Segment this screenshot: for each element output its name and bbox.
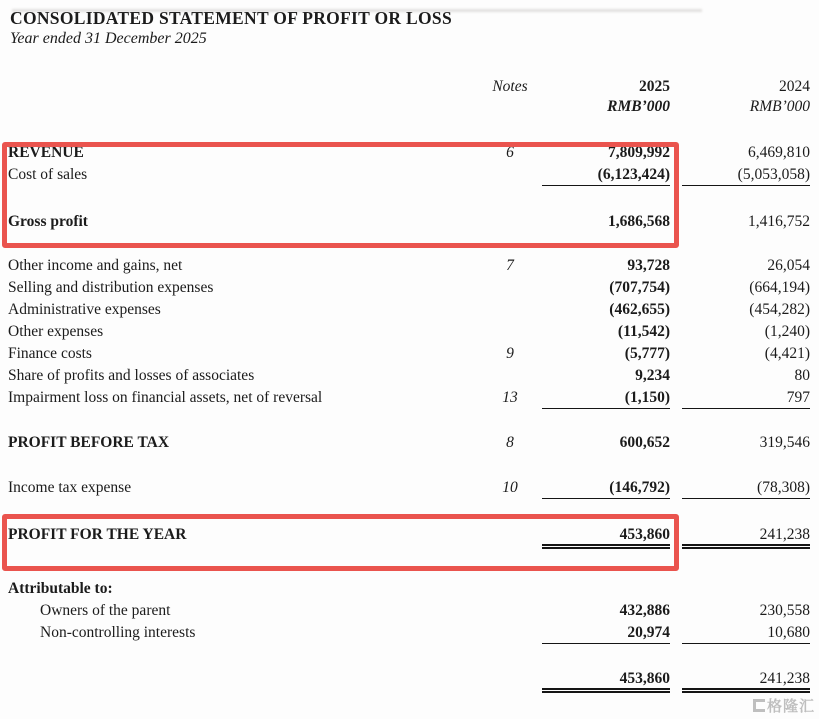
- row-finance-costs: [0, 343, 819, 365]
- row-impairment-loss: [0, 387, 819, 409]
- value-2024: (664,194): [749, 279, 810, 296]
- column-header-years: [0, 77, 819, 97]
- value-2025: 432,886: [619, 602, 670, 619]
- row-label: Non-controlling interests: [40, 624, 196, 641]
- row-cost-of-sales: [0, 164, 819, 186]
- value-2025: 1,686,568: [608, 213, 670, 230]
- value-2024: 241,238: [682, 524, 810, 546]
- row-income-tax: [0, 477, 819, 499]
- value-2024: 1,416,752: [748, 213, 810, 230]
- value-2024: 80: [794, 367, 810, 384]
- row-total-profit: [0, 668, 819, 690]
- value-2024: 6,469,810: [748, 144, 810, 161]
- row-label: PROFIT FOR THE YEAR: [8, 526, 187, 543]
- value-2024: 10,680: [682, 622, 810, 644]
- row-note: [470, 277, 550, 299]
- unit-2024-header: RMB’000: [749, 98, 810, 115]
- row-label: Selling and distribution expenses: [8, 279, 214, 296]
- year-2025-header: 2025: [639, 78, 670, 95]
- value-2024: 230,558: [759, 602, 810, 619]
- row-note: 6: [506, 144, 514, 161]
- row-revenue: [0, 142, 819, 164]
- row-label: Administrative expenses: [8, 301, 161, 318]
- value-2025: (1,150): [542, 387, 670, 409]
- row-label: Cost of sales: [8, 166, 88, 183]
- row-note: [470, 365, 550, 387]
- watermark-text: 格隆汇: [766, 697, 815, 715]
- row-label: Finance costs: [8, 345, 92, 362]
- value-2024: 797: [682, 387, 810, 409]
- row-note: [470, 524, 550, 546]
- row-non-controlling: [0, 622, 819, 644]
- row-share-associates: [0, 365, 819, 387]
- row-profit-for-year: [0, 524, 819, 546]
- page-title: CONSOLIDATED STATEMENT OF PROFIT OR LOSS: [10, 8, 452, 28]
- value-2025: (11,542): [617, 323, 670, 340]
- row-note: 9: [506, 345, 514, 362]
- row-note: [470, 299, 550, 321]
- value-2024: (78,308): [682, 477, 810, 499]
- page-subtitle: Year ended 31 December 2025: [10, 30, 207, 47]
- value-2024: (1,240): [764, 323, 810, 340]
- value-2024: 26,054: [767, 257, 810, 274]
- row-label: Impairment loss on financial assets, net of reversal: [8, 389, 323, 406]
- row-note: 8: [506, 434, 514, 451]
- unit-2025-header: RMB’000: [607, 98, 670, 115]
- row-label: Gross profit: [8, 213, 88, 230]
- column-header-units: [0, 97, 819, 117]
- value-2025: (707,754): [609, 279, 670, 296]
- row-label: Income tax expense: [8, 479, 132, 496]
- value-2024: 319,546: [759, 434, 810, 451]
- value-2025: 20,974: [542, 622, 670, 644]
- value-2025: (462,655): [609, 301, 670, 318]
- row-gross-profit: [0, 211, 819, 233]
- watermark-logo-icon: [753, 699, 765, 712]
- value-2025: (5,777): [624, 345, 670, 362]
- value-2025: 600,652: [619, 434, 670, 451]
- value-2024: (5,053,058): [682, 164, 810, 186]
- row-note: [470, 211, 550, 233]
- watermark: [753, 695, 815, 716]
- row-note: 10: [502, 479, 518, 496]
- row-label: Other income and gains, net: [8, 257, 183, 274]
- row-attributable-heading: [0, 578, 819, 600]
- row-note: 7: [506, 257, 514, 274]
- value-2025: 93,728: [627, 257, 670, 274]
- value-2025: 7,809,992: [608, 144, 670, 161]
- value-2025: 453,860: [542, 524, 670, 546]
- value-2025: 9,234: [635, 367, 670, 384]
- row-other-expenses: [0, 321, 819, 343]
- row-label: REVENUE: [8, 144, 84, 161]
- statement-page: [0, 8, 819, 719]
- row-label: Owners of the parent: [40, 602, 171, 619]
- row-note: 13: [502, 389, 518, 406]
- value-2025: (6,123,424): [542, 164, 670, 186]
- value-2025: (146,792): [542, 477, 670, 499]
- value-2025: 453,860: [542, 668, 670, 690]
- row-note: [470, 321, 550, 343]
- row-owners-of-parent: [0, 600, 819, 622]
- row-label: PROFIT BEFORE TAX: [8, 434, 170, 451]
- row-label: Share of profits and losses of associates: [8, 367, 255, 384]
- value-2024: (454,282): [749, 301, 810, 318]
- notes-column-header: Notes: [492, 78, 528, 95]
- row-label: Other expenses: [8, 323, 104, 340]
- row-label: Attributable to:: [8, 580, 113, 597]
- cropped-text-ghost: [12, 9, 702, 12]
- value-2024: (4,421): [764, 345, 810, 362]
- row-other-income: [0, 255, 819, 277]
- year-2024-header: 2024: [779, 78, 810, 95]
- row-admin-expenses: [0, 299, 819, 321]
- row-profit-before-tax: [0, 432, 819, 454]
- row-selling-expenses: [0, 277, 819, 299]
- row-note: [470, 164, 550, 186]
- value-2024: 241,238: [682, 668, 810, 690]
